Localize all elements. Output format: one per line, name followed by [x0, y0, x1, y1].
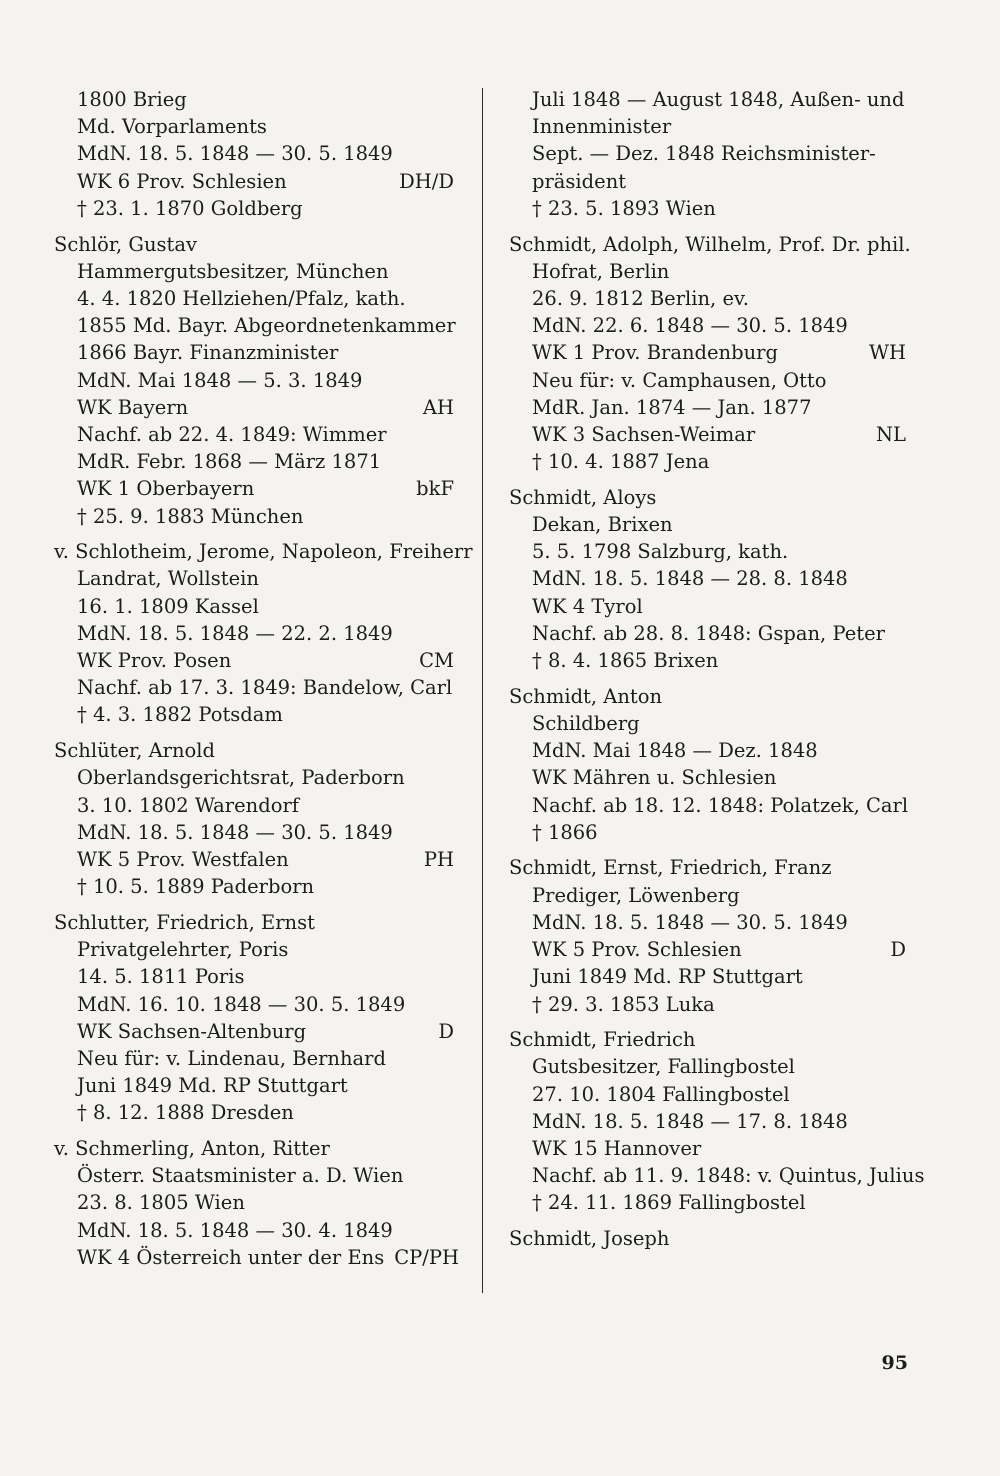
- entry-line: [54, 819, 454, 846]
- entry-line: [54, 1045, 454, 1072]
- entry-line-text: 16. 1. 1809 Kassel: [77, 594, 259, 618]
- entry-name: Schlüter, Arnold: [54, 739, 216, 763]
- entry-line-text: 3. 10. 1802 Warendorf: [77, 793, 299, 817]
- entry-line-text: MdN. 18. 5. 1848 — 17. 8. 1848: [532, 1109, 848, 1133]
- entry-line-text: † 29. 3. 1853 Luka: [532, 992, 715, 1016]
- entry-line-text: WK 15 Hannover: [532, 1137, 702, 1161]
- entry-line: [509, 909, 906, 936]
- entry-line: [509, 792, 909, 819]
- biography-entry: [509, 854, 906, 1017]
- entry-line: [54, 701, 454, 728]
- entry-line: [509, 1053, 906, 1080]
- entry-line: [54, 339, 454, 366]
- entry-line-text: MdN. 18. 5. 1848 — 22. 2. 1849: [77, 621, 393, 645]
- entry-line: [509, 620, 906, 647]
- entry-line: [54, 367, 454, 394]
- entry-line: [54, 312, 454, 339]
- entry-line-text: MdN. Mai 1848 — 5. 3. 1849: [77, 368, 363, 392]
- entry-name: Schmidt, Adolph, Wilhelm, Prof. Dr. phil.: [509, 232, 911, 256]
- entry-line-text: † 23. 5. 1893 Wien: [532, 196, 716, 220]
- column-divider: [482, 88, 483, 1293]
- entry-line-text: MdN. Mai 1848 — Dez. 1848: [532, 739, 818, 763]
- entry-line: [54, 764, 454, 791]
- entry-line: [54, 285, 454, 312]
- entry-name: Schmidt, Ernst, Friedrich, Franz: [509, 856, 832, 880]
- entry-name: v. Schmerling, Anton, Ritter: [54, 1137, 330, 1161]
- entry-line-text: † 8. 4. 1865 Brixen: [532, 649, 719, 673]
- entry-line: [54, 565, 454, 592]
- entry-line: [509, 511, 906, 538]
- entry-line: [54, 394, 454, 421]
- entry-line-text: 26. 9. 1812 Berlin, ev.: [532, 286, 749, 310]
- page-number: 95: [881, 1352, 908, 1374]
- entry-line-text: MdN. 18. 5. 1848 — 30. 4. 1849: [77, 1218, 393, 1242]
- entry-line-text: MdN. 18. 5. 1848 — 30. 5. 1849: [77, 820, 393, 844]
- entry-line: [54, 991, 454, 1018]
- entry-line: [509, 936, 906, 963]
- party-affiliation: AH: [422, 395, 454, 419]
- entry-line-text: MdN. 18. 5. 1848 — 28. 8. 1848: [532, 567, 848, 591]
- entry-line: [54, 448, 454, 475]
- entry-name: Schlör, Gustav: [54, 232, 198, 256]
- left-column: [54, 86, 473, 1280]
- biography-entry: [509, 683, 909, 846]
- entry-line: [509, 819, 906, 846]
- entry-line-text: Oberlandsgerichtsrat, Paderborn: [77, 766, 405, 790]
- entry-line-text: MdN. 22. 6. 1848 — 30. 5. 1849: [532, 314, 848, 338]
- entry-line-text: WK 5 Prov. Westfalen: [77, 847, 289, 871]
- entry-name: Schmidt, Joseph: [509, 1227, 670, 1251]
- entry-line: [54, 168, 454, 195]
- entry-line-text: WK 5 Prov. Schlesien: [532, 938, 742, 962]
- entry-line-text: MdR. Jan. 1874 — Jan. 1877: [532, 395, 812, 419]
- entry-line-text: Neu für: v. Lindenau, Bernhard: [77, 1046, 386, 1070]
- entry-line: [509, 538, 906, 565]
- entry-name: Schmidt, Aloys: [509, 485, 657, 509]
- entry-line: [509, 1189, 906, 1216]
- biography-entry: [54, 1135, 459, 1271]
- entry-line-text: 1866 Bayr. Finanzminister: [77, 341, 339, 365]
- entry-line: [54, 593, 454, 620]
- entry-line: [509, 258, 906, 285]
- entry-line: [54, 421, 454, 448]
- entry-name: Schlutter, Friedrich, Ernst: [54, 910, 315, 934]
- entry-line: [54, 674, 454, 701]
- entry-line: [54, 620, 454, 647]
- entry-line: [509, 737, 906, 764]
- entry-line-text: Juni 1849 Md. RP Stuttgart: [532, 965, 803, 989]
- entry-line-text: † 10. 4. 1887 Jena: [532, 450, 710, 474]
- entry-line: [509, 448, 906, 475]
- right-column: [509, 86, 925, 1261]
- entry-line: [54, 1018, 454, 1045]
- entry-line: [509, 593, 906, 620]
- entry-line-text: Nachf. ab 28. 8. 1848: Gspan, Peter: [532, 621, 885, 645]
- entry-line: [54, 1162, 454, 1189]
- entry-line-text: Schildberg: [532, 711, 640, 735]
- party-affiliation: PH: [423, 847, 454, 871]
- entry-line-text: Juni 1849 Md. RP Stuttgart: [77, 1074, 348, 1098]
- party-affiliation: CP/PH: [394, 1245, 459, 1269]
- entry-line-text: WK 3 Sachsen-Weimar: [532, 422, 756, 446]
- entry-line-text: WK 4 Tyrol: [532, 594, 643, 618]
- entry-line: [54, 1099, 454, 1126]
- entry-line-text: Prediger, Löwenberg: [532, 883, 740, 907]
- entry-line-text: 5. 5. 1798 Salzburg, kath.: [532, 540, 789, 564]
- entry-line-text: MdR. Febr. 1868 — März 1871: [77, 450, 382, 474]
- entry-line-text: MdN. 18. 5. 1848 — 30. 5. 1849: [532, 910, 848, 934]
- entry-line: [54, 963, 454, 990]
- biography-entry: [54, 737, 454, 900]
- entry-line: [54, 1072, 454, 1099]
- biography-entry: [54, 909, 454, 1127]
- biography-entry: [509, 484, 906, 674]
- entry-line: [509, 963, 906, 990]
- entry-line: [54, 1189, 454, 1216]
- party-affiliation: D: [438, 1019, 454, 1043]
- entry-line: [54, 475, 454, 502]
- entry-line-text: präsident: [532, 169, 627, 193]
- entry-line: [54, 195, 454, 222]
- entry-line-text: 23. 8. 1805 Wien: [77, 1191, 245, 1215]
- entry-line: [509, 882, 906, 909]
- entry-line-text: WK 1 Oberbayern: [77, 477, 255, 501]
- entry-line-text: Neu für: v. Camphausen, Otto: [532, 368, 827, 392]
- party-affiliation: CM: [419, 649, 454, 673]
- entry-line: [509, 1108, 906, 1135]
- entry-line-text: WK 1 Prov. Brandenburg: [532, 341, 778, 365]
- entry-line: [54, 86, 454, 113]
- entry-line-text: 1800 Brieg: [77, 88, 187, 111]
- entry-line: [54, 1244, 459, 1271]
- entry-line-text: WK 6 Prov. Schlesien: [77, 169, 287, 193]
- party-affiliation: DH/D: [399, 169, 454, 193]
- entry-line: [54, 647, 454, 674]
- entry-line: [509, 647, 906, 674]
- entry-line: [509, 312, 906, 339]
- entry-line: [509, 140, 906, 167]
- party-affiliation: NL: [875, 422, 906, 446]
- entry-line: [509, 991, 906, 1018]
- entry-line-text: Gutsbesitzer, Fallingbostel: [532, 1055, 795, 1079]
- entry-line: [509, 367, 906, 394]
- entry-line-text: MdN. 16. 10. 1848 — 30. 5. 1849: [77, 992, 406, 1016]
- entry-line-text: † 24. 11. 1869 Fallingbostel: [532, 1191, 806, 1215]
- entry-line: [54, 792, 454, 819]
- entry-line-text: † 1866: [532, 820, 598, 844]
- entry-line-text: WK Prov. Posen: [77, 649, 232, 673]
- entry-line-text: 1855 Md. Bayr. Abgeordnetenkammer: [77, 314, 456, 338]
- entry-line: [509, 168, 906, 195]
- entry-line-text: Hofrat, Berlin: [532, 259, 670, 283]
- entry-line: [509, 421, 906, 448]
- entry-line: [509, 565, 906, 592]
- entry-line: [54, 873, 454, 900]
- entry-line-text: Nachf. ab 11. 9. 1848: v. Quintus, Julius: [532, 1164, 925, 1188]
- party-affiliation: bkF: [416, 477, 454, 501]
- biography-entry: [509, 231, 911, 476]
- entry-line-text: Nachf. ab 17. 3. 1849: Bandelow, Carl: [77, 676, 453, 700]
- entry-line: [509, 113, 906, 140]
- biography-entry: [54, 231, 454, 530]
- entry-line-text: † 4. 3. 1882 Potsdam: [77, 703, 283, 727]
- entry-line-text: Innenminister: [532, 115, 672, 139]
- entry-line-text: Privatgelehrter, Poris: [77, 938, 289, 962]
- biography-entry: [54, 86, 454, 222]
- entry-line: [509, 1162, 925, 1189]
- entry-line-text: † 8. 12. 1888 Dresden: [77, 1101, 294, 1125]
- party-affiliation: WH: [868, 341, 906, 365]
- entry-line-text: WK Bayern: [77, 395, 189, 419]
- entry-line-text: WK Sachsen-Altenburg: [77, 1019, 307, 1043]
- biography-entry: [54, 538, 473, 728]
- entry-line-text: MdN. 18. 5. 1848 — 30. 5. 1849: [77, 142, 393, 166]
- entry-line: [509, 394, 906, 421]
- entry-line-text: Md. Vorparlaments: [77, 115, 267, 139]
- party-affiliation: D: [890, 938, 906, 962]
- entry-name: v. Schlotheim, Jerome, Napoleon, Freiherr: [54, 540, 473, 564]
- entry-line: [509, 285, 906, 312]
- entry-line-text: † 25. 9. 1883 München: [77, 504, 304, 528]
- entry-line: [509, 339, 906, 366]
- entry-line: [54, 258, 454, 285]
- biography-entry: [509, 86, 906, 222]
- entry-line-text: 4. 4. 1820 Hellziehen/Pfalz, kath.: [77, 286, 406, 310]
- entry-line: [54, 846, 454, 873]
- entry-line-text: Landrat, Wollstein: [77, 567, 259, 591]
- entry-line: [54, 1217, 454, 1244]
- entry-line-text: Nachf. ab 18. 12. 1848: Polatzek, Carl: [532, 793, 909, 817]
- entry-name: Schmidt, Friedrich: [509, 1028, 696, 1052]
- biography-entry: [509, 1026, 925, 1216]
- entry-line-text: † 23. 1. 1870 Goldberg: [77, 196, 303, 220]
- entry-line-text: Sept. — Dez. 1848 Reichsminister-: [532, 142, 876, 166]
- entry-line: [54, 503, 454, 530]
- entry-line-text: Österr. Staatsminister a. D. Wien: [77, 1164, 404, 1188]
- entry-line: [54, 140, 454, 167]
- entry-line: [509, 86, 906, 113]
- entry-name: Schmidt, Anton: [509, 684, 663, 708]
- entry-line-text: 14. 5. 1811 Poris: [77, 965, 245, 989]
- entry-line-text: Dekan, Brixen: [532, 513, 673, 537]
- entry-line-text: Juli 1848 — August 1848, Außen- und: [532, 88, 905, 111]
- entry-line: [509, 764, 906, 791]
- entry-line: [54, 113, 454, 140]
- entry-line-text: Nachf. ab 22. 4. 1849: Wimmer: [77, 422, 387, 446]
- entry-line-text: WK 4 Österreich unter der Ens: [77, 1245, 385, 1269]
- entry-line: [54, 936, 454, 963]
- entry-line: [509, 1135, 906, 1162]
- biography-entry: [509, 1225, 906, 1252]
- entry-line-text: Hammergutsbesitzer, München: [77, 259, 389, 283]
- entry-line: [509, 195, 906, 222]
- entry-line: [509, 710, 906, 737]
- entry-line-text: WK Mähren u. Schlesien: [532, 766, 777, 790]
- entry-line-text: † 10. 5. 1889 Paderborn: [77, 875, 315, 899]
- entry-line-text: 27. 10. 1804 Fallingbostel: [532, 1082, 790, 1106]
- entry-line: [509, 1081, 906, 1108]
